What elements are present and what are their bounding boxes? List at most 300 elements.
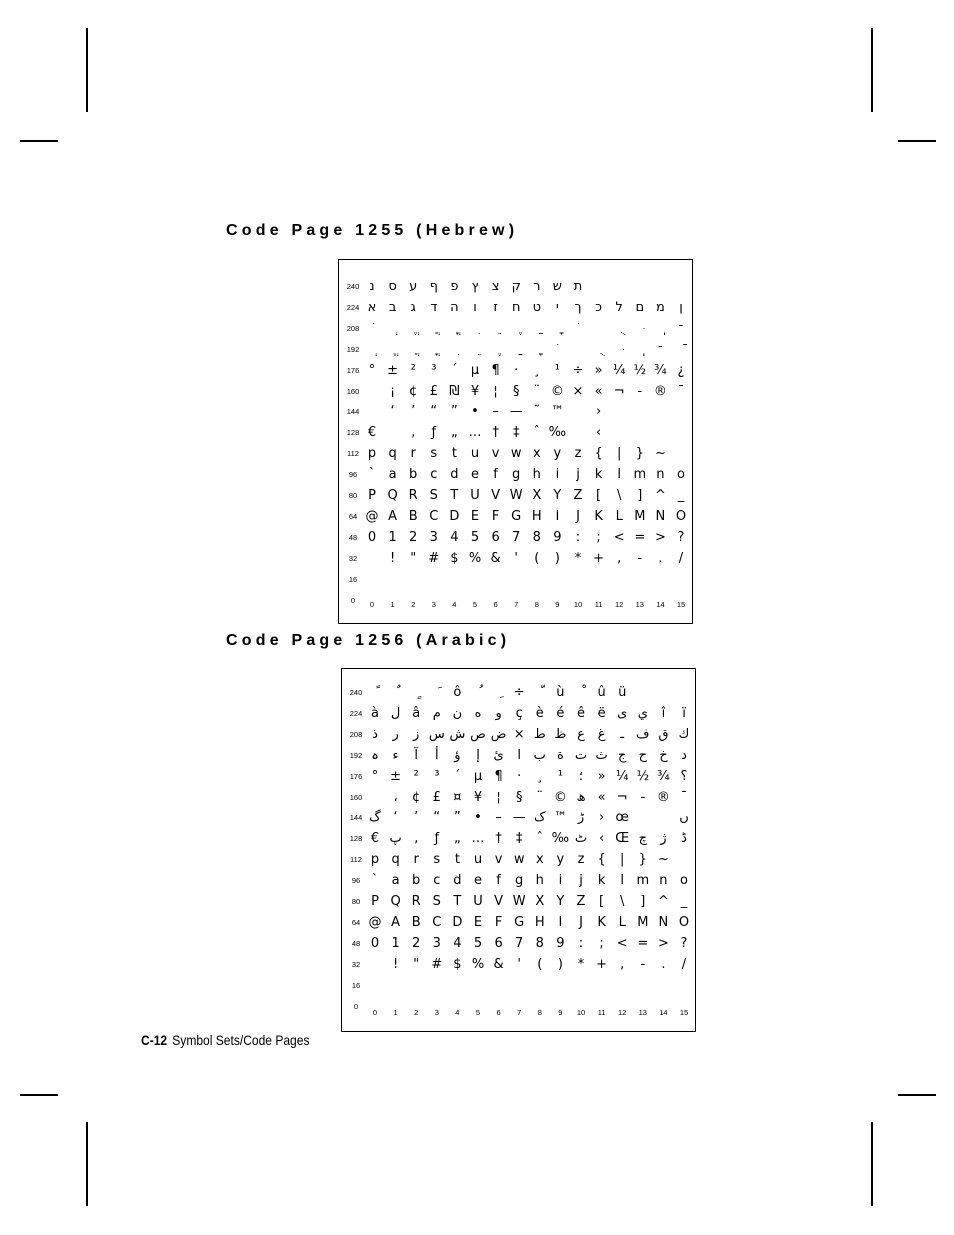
glyph-cell: ¥ <box>470 383 480 399</box>
column-label: 6 <box>496 1008 501 1017</box>
glyph-cell: ي <box>637 705 648 721</box>
glyph-cell: [ <box>596 488 602 503</box>
glyph-cell: / <box>681 956 687 972</box>
glyph-cell: ¾ <box>657 768 670 784</box>
glyph-cell: א <box>367 299 377 315</box>
glyph-cell: µ <box>473 768 483 784</box>
glyph-cell: g <box>515 873 524 889</box>
glyph-cell: k <box>597 873 606 889</box>
glyph-cell: a <box>391 873 400 889</box>
glyph-cell: p <box>370 852 380 868</box>
glyph-cell: ז <box>493 299 498 315</box>
glyph-cell: – <box>492 404 499 420</box>
code-page-1256-table <box>341 668 696 1032</box>
glyph-cell: ہ <box>371 747 379 763</box>
glyph-cell: ₪ <box>449 383 460 399</box>
glyph-cell: S <box>432 894 441 909</box>
glyph-cell: ث <box>595 747 608 763</box>
glyph-cell: ا <box>517 747 521 763</box>
glyph-cell: ! <box>389 550 396 566</box>
glyph-cell: ة <box>556 747 564 763</box>
glyph-cell: r <box>413 852 419 868</box>
page-footer <box>141 1032 309 1048</box>
glyph-cell: E <box>473 914 483 930</box>
row-label: 240 <box>346 282 360 291</box>
column-label: 4 <box>452 600 457 609</box>
glyph-cell <box>486 340 506 360</box>
glyph-cell: گ <box>369 810 381 826</box>
column-label: 1 <box>393 1008 398 1017</box>
glyph-cell: أ <box>434 747 439 763</box>
glyph-cell: D <box>452 914 463 930</box>
glyph-cell <box>506 340 526 360</box>
glyph-cell: ƒ <box>431 425 437 441</box>
glyph-cell: ~ <box>654 446 666 462</box>
glyph-cell: + <box>596 956 608 972</box>
glyph-cell: U <box>470 488 480 503</box>
glyph-cell: ù <box>556 685 565 700</box>
glyph-cell: ל <box>615 299 623 315</box>
column-label: 12 <box>615 600 624 609</box>
glyph-cell: ~ <box>657 852 669 868</box>
glyph-cell: h <box>535 873 544 889</box>
glyph-cell: P <box>368 488 376 503</box>
glyph-cell: y <box>556 852 565 868</box>
glyph-cell: , <box>620 956 625 972</box>
glyph-cell: ’ <box>414 810 419 826</box>
glyph-cell: ? <box>680 935 688 951</box>
section-title: Symbol Sets/Code Pages <box>172 1032 310 1048</box>
column-label: 15 <box>676 600 686 609</box>
glyph-cell: ‡ <box>515 831 523 847</box>
glyph-cell: » <box>597 768 606 784</box>
glyph-cell: ° <box>368 362 376 378</box>
glyph-cell: 2 <box>412 935 421 951</box>
glyph-cell: מ <box>655 299 665 315</box>
glyph-cell: ¹ <box>557 768 563 784</box>
glyph-cell: » <box>594 362 603 378</box>
glyph-cell: h <box>532 467 541 483</box>
glyph-cell: ° <box>371 768 379 784</box>
glyph-cell: V <box>491 488 501 503</box>
glyph-cell: u <box>470 446 480 462</box>
glyph-cell: — <box>512 810 526 826</box>
glyph-cell: # <box>431 956 443 972</box>
glyph-cell: â <box>412 705 421 721</box>
glyph-cell: ¾ <box>654 362 667 378</box>
glyph-cell: K <box>594 508 603 524</box>
crop-mark-top-left-horizontal <box>20 140 58 142</box>
glyph-cell: $ <box>450 550 459 566</box>
glyph-cell: 9 <box>556 935 565 951</box>
glyph-cell <box>383 319 403 339</box>
glyph-cell: I <box>558 914 563 930</box>
glyph-cell: p <box>367 446 377 462</box>
row-label: 192 <box>346 344 360 354</box>
glyph-cell: K <box>597 914 606 930</box>
glyph-cell: L <box>618 914 626 930</box>
glyph-cell <box>547 340 567 360</box>
glyph-cell: ؟ <box>680 768 688 784</box>
glyph-cell: ƒ <box>434 831 440 847</box>
glyph-cell <box>630 340 650 360</box>
glyph-cell: ³ <box>431 362 437 378</box>
glyph-cell <box>465 340 485 360</box>
glyph-cell: ת <box>573 279 583 294</box>
glyph-cell: ה <box>450 299 459 315</box>
glyph-cell: C <box>429 508 439 524</box>
glyph-cell: " <box>410 550 417 566</box>
glyph-cell: ، <box>393 789 398 805</box>
glyph-cell: % <box>471 956 485 972</box>
glyph-cell: ف <box>636 726 650 742</box>
glyph-cell: O <box>678 914 690 930</box>
glyph-cell: – <box>495 810 502 826</box>
row-label: 0 <box>353 1001 359 1011</box>
glyph-cell: f <box>496 873 501 889</box>
row-label: 48 <box>351 938 361 948</box>
glyph-cell: ح <box>638 747 647 763</box>
glyph-cell: ± <box>387 362 399 378</box>
glyph-cell: چ <box>638 831 647 847</box>
glyph-cell: • <box>474 810 482 826</box>
glyph-cell: 7 <box>515 935 524 951</box>
glyph-cell: - <box>640 789 646 805</box>
row-label: 32 <box>348 553 358 563</box>
glyph-cell: آ <box>414 747 418 763</box>
glyph-cell: L <box>615 508 623 524</box>
glyph-cell: œ <box>615 810 629 826</box>
glyph-cell <box>403 340 423 360</box>
crop-mark-bottom-right-vertical <box>871 1122 873 1206</box>
glyph-cell: „ <box>451 425 458 441</box>
glyph-cell: \ <box>619 894 625 909</box>
column-label: 0 <box>372 1008 378 1017</box>
glyph-cell: ھ <box>576 789 586 805</box>
glyph-cell: ± <box>390 768 402 784</box>
column-label: 3 <box>434 1008 439 1017</box>
crop-mark-bottom-right-horizontal <box>898 1094 936 1096</box>
glyph-cell <box>527 340 547 360</box>
glyph-cell: × <box>513 726 525 742</box>
column-label: 6 <box>493 600 498 609</box>
glyph-cell: 3 <box>429 529 438 545</box>
glyph-cell: ¦ <box>493 383 498 399</box>
row-label: 48 <box>348 532 358 542</box>
row-label: 96 <box>351 876 361 886</box>
glyph-cell: ‹ <box>598 831 605 847</box>
glyph-cell: « <box>597 789 606 805</box>
column-label: 8 <box>534 600 539 609</box>
glyph-cell <box>362 319 382 339</box>
glyph-cell <box>571 683 591 703</box>
glyph-cell: ס <box>388 279 397 294</box>
column-label: 2 <box>414 1008 419 1017</box>
glyph-cell: ‚ <box>414 831 419 847</box>
glyph-cell: ' <box>514 550 518 566</box>
glyph-cell: ¬ <box>616 789 628 805</box>
glyph-cell: ص <box>470 726 486 742</box>
glyph-cell: + <box>593 550 605 566</box>
glyph-cell: ף <box>429 279 438 294</box>
glyph-cell: i <box>555 467 560 483</box>
glyph-cell: H <box>531 508 542 524</box>
glyph-cell: R <box>408 488 418 503</box>
glyph-cell: נ <box>369 279 375 294</box>
glyph-cell <box>444 340 464 360</box>
crop-mark-top-left-vertical <box>86 28 88 112</box>
glyph-cell: ء <box>392 747 399 763</box>
glyph-cell: ئ <box>493 747 504 763</box>
glyph-cell: ÷ <box>572 362 584 378</box>
glyph-cell <box>527 319 547 339</box>
glyph-cell: ك <box>678 726 690 742</box>
glyph-cell: & <box>490 550 501 566</box>
glyph-cell: a <box>388 467 397 483</box>
glyph-cell: ט <box>532 299 542 315</box>
glyph-cell <box>465 319 485 339</box>
column-label: 7 <box>517 1008 522 1017</box>
glyph-cell: 3 <box>432 935 441 951</box>
glyph-cell: ‚ <box>411 425 416 441</box>
glyph-cell: C <box>432 914 442 930</box>
glyph-cell: إ <box>476 747 480 763</box>
glyph-cell: ^ <box>654 488 666 503</box>
glyph-cell: غ <box>597 726 606 742</box>
glyph-cell: * <box>574 550 582 566</box>
heading-code-page-1256: Code Page 1256 (Arabic) <box>226 632 511 649</box>
row-label: 64 <box>348 511 358 521</box>
glyph-cell: ى <box>617 705 628 721</box>
column-label: 3 <box>431 600 436 609</box>
row-label: 144 <box>346 407 360 417</box>
row-label: 192 <box>349 750 363 760</box>
glyph-cell: ت <box>574 747 588 763</box>
glyph-cell: v <box>494 852 503 868</box>
glyph-cell: c <box>433 873 441 889</box>
glyph-cell: ¨ <box>533 383 541 399</box>
glyph-cell: ¿ <box>677 362 685 378</box>
glyph-cell: › <box>595 404 602 420</box>
glyph-cell: ˜ <box>533 404 541 420</box>
column-label: 9 <box>558 1008 563 1017</box>
glyph-cell: < <box>616 935 628 951</box>
glyph-cell: î <box>661 705 666 721</box>
column-label: 10 <box>576 1008 586 1017</box>
glyph-cell: X <box>532 488 542 503</box>
glyph-cell: י <box>555 299 559 315</box>
glyph-cell: › <box>598 810 605 826</box>
row-label: 80 <box>351 897 361 906</box>
row-label: 96 <box>348 470 358 480</box>
glyph-cell: A <box>388 508 398 524</box>
row-label: 208 <box>349 729 363 739</box>
glyph-cell: س <box>428 726 445 742</box>
glyph-cell: " <box>413 956 420 972</box>
column-label: 11 <box>594 600 603 609</box>
column-label: 1 <box>390 600 395 609</box>
glyph-cell <box>362 340 382 360</box>
glyph-cell: ¡ <box>389 383 396 399</box>
glyph-cell: Y <box>553 488 562 503</box>
glyph-cell: ˆ <box>533 425 541 441</box>
glyph-cell: ` <box>368 467 376 483</box>
glyph-cell: … <box>468 425 482 441</box>
glyph-cell: s <box>430 446 438 462</box>
glyph-cell: ô <box>453 685 462 700</box>
glyph-cell: O <box>675 508 687 524</box>
glyph-cell: > <box>657 935 669 951</box>
glyph-cell: ½ <box>633 362 647 378</box>
glyph-cell: / <box>678 550 684 566</box>
glyph-cell: ‘ <box>393 810 398 826</box>
row-label: 16 <box>348 574 358 584</box>
code-page-1255-table <box>338 259 693 624</box>
glyph-cell <box>630 319 650 339</box>
glyph-cell <box>633 683 653 703</box>
glyph-cell: G <box>514 914 525 930</box>
glyph-cell: w <box>513 852 525 868</box>
glyph-cell: M <box>637 914 649 930</box>
column-label: 0 <box>369 600 375 609</box>
glyph-cell: . <box>658 550 663 566</box>
glyph-cell: . <box>661 956 666 972</box>
glyph-cell: ! <box>392 956 399 972</box>
glyph-cell: @ <box>365 508 379 524</box>
row-label: 112 <box>347 449 359 459</box>
glyph-cell: E <box>470 508 480 524</box>
glyph-cell: ² <box>410 362 416 378</box>
glyph-cell: ض <box>490 726 507 742</box>
glyph-cell: 8 <box>532 529 541 545</box>
glyph-cell: ` <box>371 873 379 889</box>
row-label: 224 <box>346 302 360 312</box>
glyph-cell: G <box>511 508 522 524</box>
glyph-cell: c <box>430 467 438 483</box>
glyph-cell: g <box>512 467 521 483</box>
glyph-cell: £ <box>432 789 441 805</box>
row-label: 224 <box>349 708 363 718</box>
column-label: 11 <box>597 1008 606 1017</box>
glyph-cell: µ <box>470 362 480 378</box>
glyph-cell: ë <box>597 705 606 721</box>
glyph-cell: ق <box>658 726 669 742</box>
glyph-cell: ؛ <box>578 768 584 784</box>
glyph-cell: ע <box>409 279 418 294</box>
glyph-cell: % <box>468 550 482 566</box>
glyph-cell <box>506 319 526 339</box>
glyph-cell: ¤ <box>453 789 462 805</box>
glyph-cell <box>568 319 588 339</box>
glyph-cell: d <box>450 467 459 483</box>
glyph-cell: § <box>515 789 523 805</box>
glyph-cell: ² <box>413 768 419 784</box>
glyph-cell: ) <box>554 550 560 566</box>
row-label: 160 <box>349 792 363 802</box>
glyph-cell: _ <box>680 894 688 909</box>
glyph-cell: ‰ <box>548 425 567 441</box>
glyph-cell <box>424 340 444 360</box>
glyph-cell: ¸ <box>533 362 541 378</box>
glyph-cell: ç <box>515 705 523 721</box>
glyph-cell: T <box>450 488 459 503</box>
glyph-cell: 4 <box>450 529 459 545</box>
glyph-cell: “ <box>430 404 438 420</box>
glyph-cell: o <box>677 467 685 483</box>
glyph-cell: x <box>535 852 544 868</box>
heading-code-page-1255: Code Page 1255 (Hebrew) <box>226 222 519 239</box>
glyph-cell: J <box>576 508 580 524</box>
glyph-cell: w <box>510 446 522 462</box>
glyph-cell: ش <box>449 726 466 742</box>
glyph-cell: J <box>579 914 583 930</box>
glyph-cell: ل <box>390 705 401 721</box>
glyph-cell <box>609 340 629 360</box>
glyph-cell: F <box>491 508 500 524</box>
glyph-cell: { <box>594 446 603 462</box>
glyph-cell: כ <box>595 299 603 315</box>
glyph-cell: § <box>512 383 520 399</box>
glyph-cell: ; <box>599 935 604 951</box>
glyph-cell: צ <box>491 279 500 294</box>
glyph-cell: l <box>617 467 621 483</box>
glyph-cell <box>589 340 609 360</box>
column-label: 5 <box>472 600 478 609</box>
glyph-cell: — <box>509 404 523 420</box>
glyph-cell: ר <box>533 279 541 294</box>
column-label: 13 <box>638 1008 647 1017</box>
glyph-cell: | <box>619 852 625 868</box>
glyph-cell <box>609 319 629 339</box>
glyph-cell: ן <box>679 299 683 315</box>
glyph-cell: ם <box>635 299 645 315</box>
glyph-cell: × <box>572 383 584 399</box>
glyph-cell: ¬ <box>613 383 625 399</box>
glyph-cell: < <box>613 529 625 545</box>
row-label: 144 <box>349 813 363 823</box>
glyph-cell <box>386 683 406 703</box>
row-label: 128 <box>349 834 363 844</box>
glyph-cell: ” <box>454 810 461 826</box>
glyph-cell: R <box>411 894 421 909</box>
glyph-cell: t <box>454 852 460 868</box>
glyph-cell: ع <box>577 726 585 742</box>
glyph-cell: H <box>534 914 545 930</box>
column-label: 7 <box>514 600 519 609</box>
glyph-cell <box>406 683 426 703</box>
glyph-cell: j <box>579 873 583 889</box>
glyph-cell: « <box>594 383 603 399</box>
glyph-cell: _ <box>677 488 685 503</box>
glyph-cell: ڑ <box>577 810 585 826</box>
glyph-cell: ™ <box>550 404 564 420</box>
glyph-cell: ٹ <box>574 831 588 847</box>
glyph-cell: 0 <box>367 529 377 545</box>
glyph-cell: z <box>574 446 582 462</box>
glyph-cell: € <box>367 425 377 441</box>
glyph-cell: : <box>578 935 584 951</box>
glyph-cell <box>383 340 403 360</box>
row-label: 80 <box>348 491 358 500</box>
glyph-cell: ½ <box>636 768 650 784</box>
glyph-cell: Z <box>576 894 586 909</box>
glyph-cell: n <box>659 873 668 889</box>
glyph-cell: 5 <box>470 529 480 545</box>
glyph-cell: @ <box>368 914 382 930</box>
glyph-cell: ‹ <box>595 425 602 441</box>
glyph-cell: I <box>555 508 560 524</box>
glyph-cell: { <box>597 852 606 868</box>
